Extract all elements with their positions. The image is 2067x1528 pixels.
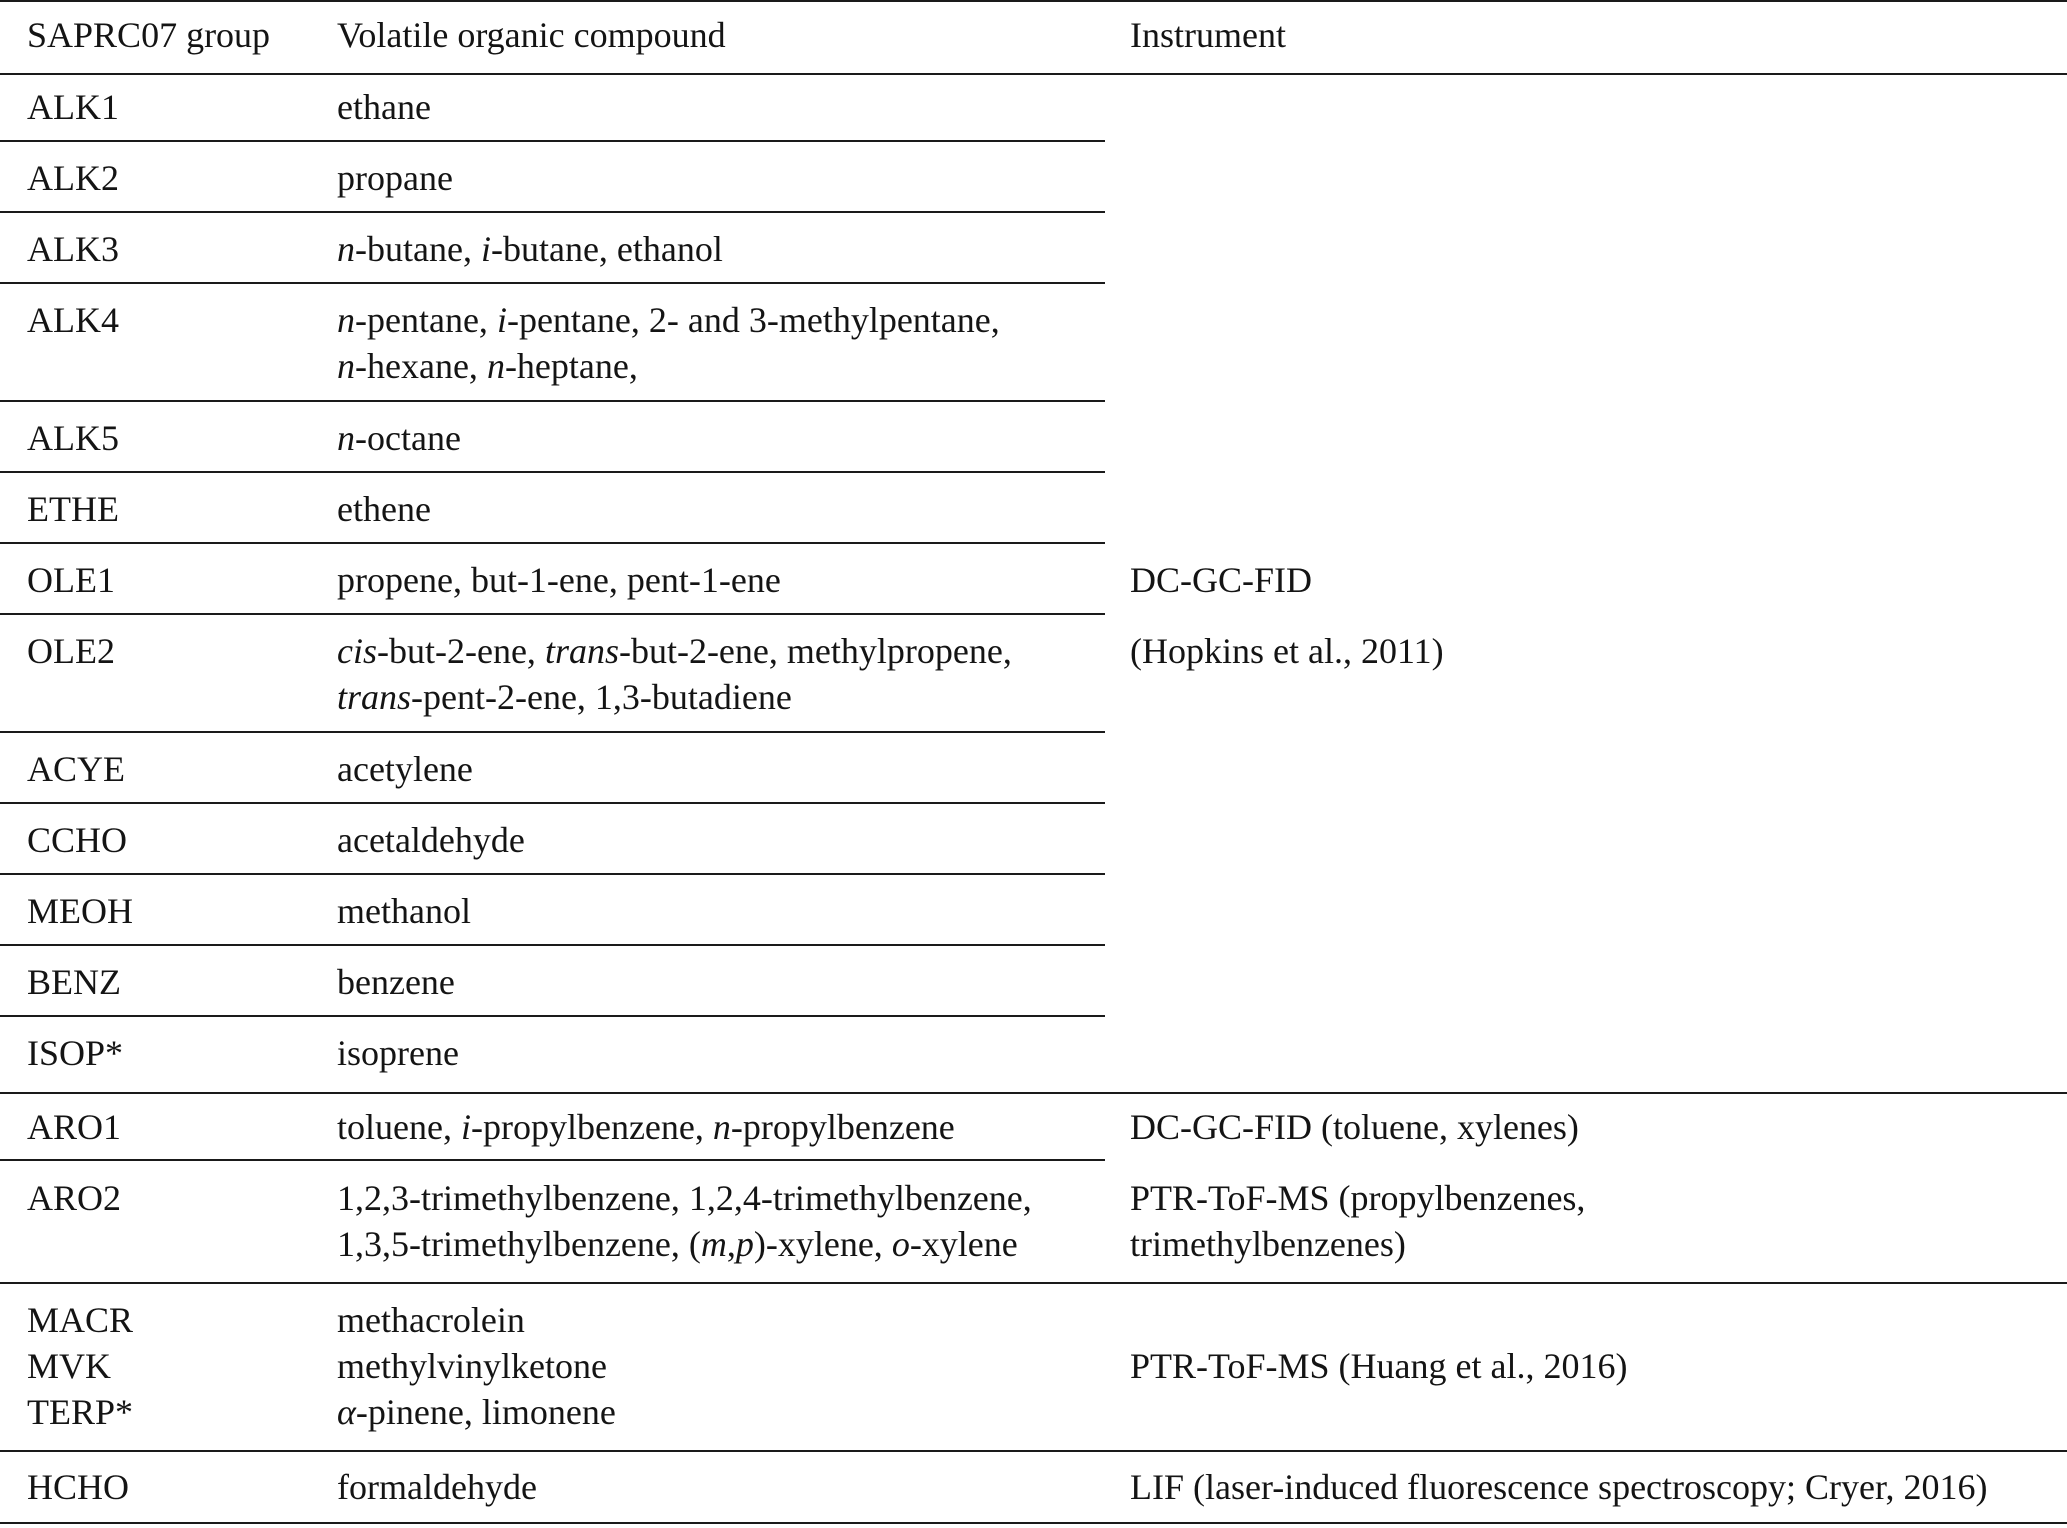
table-top-rule [0, 0, 2067, 2]
row-divider [0, 140, 1105, 142]
section-rule [0, 1282, 2067, 1284]
group-cell: ISOP* [27, 1033, 124, 1073]
compound-cell: n-butane, i-butane, ethanol [337, 229, 723, 269]
group-cell: ALK1 [27, 87, 119, 127]
compound-cell: ethane [337, 87, 431, 127]
row-divider [0, 471, 1105, 473]
compound-cell: isoprene [337, 1033, 459, 1073]
instrument-cell: LIF (laser-induced fluorescence spectroscopy; Cryer, 2016) [1130, 1467, 1988, 1507]
group-cell: ALK5 [27, 418, 119, 458]
group-cell: CCHO [27, 820, 128, 860]
row-divider [0, 944, 1105, 946]
header-rule [0, 73, 2067, 75]
group-cell: ARO2 [27, 1178, 122, 1218]
compound-cell: benzene [337, 962, 455, 1002]
group-cell: BENZ [27, 962, 121, 1002]
compound-cell: acetylene [337, 749, 473, 789]
group-cell: ALK3 [27, 229, 119, 269]
group-cell: MEOH [27, 891, 133, 931]
group-cell: OLE2 [27, 631, 115, 671]
compound-cell: cis-but-2-ene, trans-but-2-ene, methylpropene, trans-pent-2-ene, 1,3-butadiene [337, 631, 1012, 717]
row-divider [0, 1159, 1105, 1161]
row-divider [0, 282, 1105, 284]
row-divider [0, 542, 1105, 544]
compound-cell: formaldehyde [337, 1467, 537, 1507]
group-cell: ALK4 [27, 300, 119, 340]
group-cell: ARO1 [27, 1107, 122, 1147]
compound-cell: methanol [337, 891, 471, 931]
group-cell: ETHE [27, 489, 119, 529]
group-cell: HCHO [27, 1467, 130, 1507]
header-group: SAPRC07 group [27, 15, 271, 55]
instrument-cell: DC-GC-FID [1130, 560, 1313, 600]
group-cell: OLE1 [27, 560, 115, 600]
compound-cell: ethene [337, 489, 431, 529]
header-compound: Volatile organic compound [337, 15, 726, 55]
group-cell: MACR MVK TERP* [27, 1300, 134, 1432]
section-rule [0, 1092, 2067, 1094]
compound-cell: propene, but-1-ene, pent-1-ene [337, 560, 781, 600]
row-divider [0, 1015, 1105, 1017]
row-divider [0, 613, 1105, 615]
compound-cell: toluene, i-propylbenzene, n-propylbenzene [337, 1107, 955, 1147]
instrument-cell: PTR-ToF-MS (propylbenzenes, trimethylbenzenes) [1130, 1178, 1586, 1264]
row-divider [0, 400, 1105, 402]
row-divider [0, 211, 1105, 213]
compound-cell: methacrolein methylvinylketone α-pinene, limonene [337, 1300, 616, 1432]
instrument-cell: PTR-ToF-MS (Huang et al., 2016) [1130, 1346, 1628, 1386]
compound-cell: n-octane [337, 418, 461, 458]
instrument-cell: DC-GC-FID (toluene, xylenes) [1130, 1107, 1579, 1147]
compound-cell: n-pentane, i-pentane, 2- and 3-methylpentane, n-hexane, n-heptane, [337, 300, 1000, 386]
table-bottom-rule [0, 1522, 2067, 1524]
compound-cell: 1,2,3-trimethylbenzene, 1,2,4-trimethylbenzene, 1,3,5-trimethylbenzene, (m,p)-xylene, o-xylene [337, 1178, 1032, 1264]
instrument-cell: (Hopkins et al., 2011) [1130, 631, 1444, 671]
group-cell: ACYE [27, 749, 125, 789]
row-divider [0, 802, 1105, 804]
header-instrument: Instrument [1130, 15, 1286, 55]
compound-cell: acetaldehyde [337, 820, 525, 860]
row-divider [0, 731, 1105, 733]
row-divider [0, 873, 1105, 875]
group-cell: ALK2 [27, 158, 119, 198]
section-rule [0, 1450, 2067, 1452]
compound-cell: propane [337, 158, 453, 198]
